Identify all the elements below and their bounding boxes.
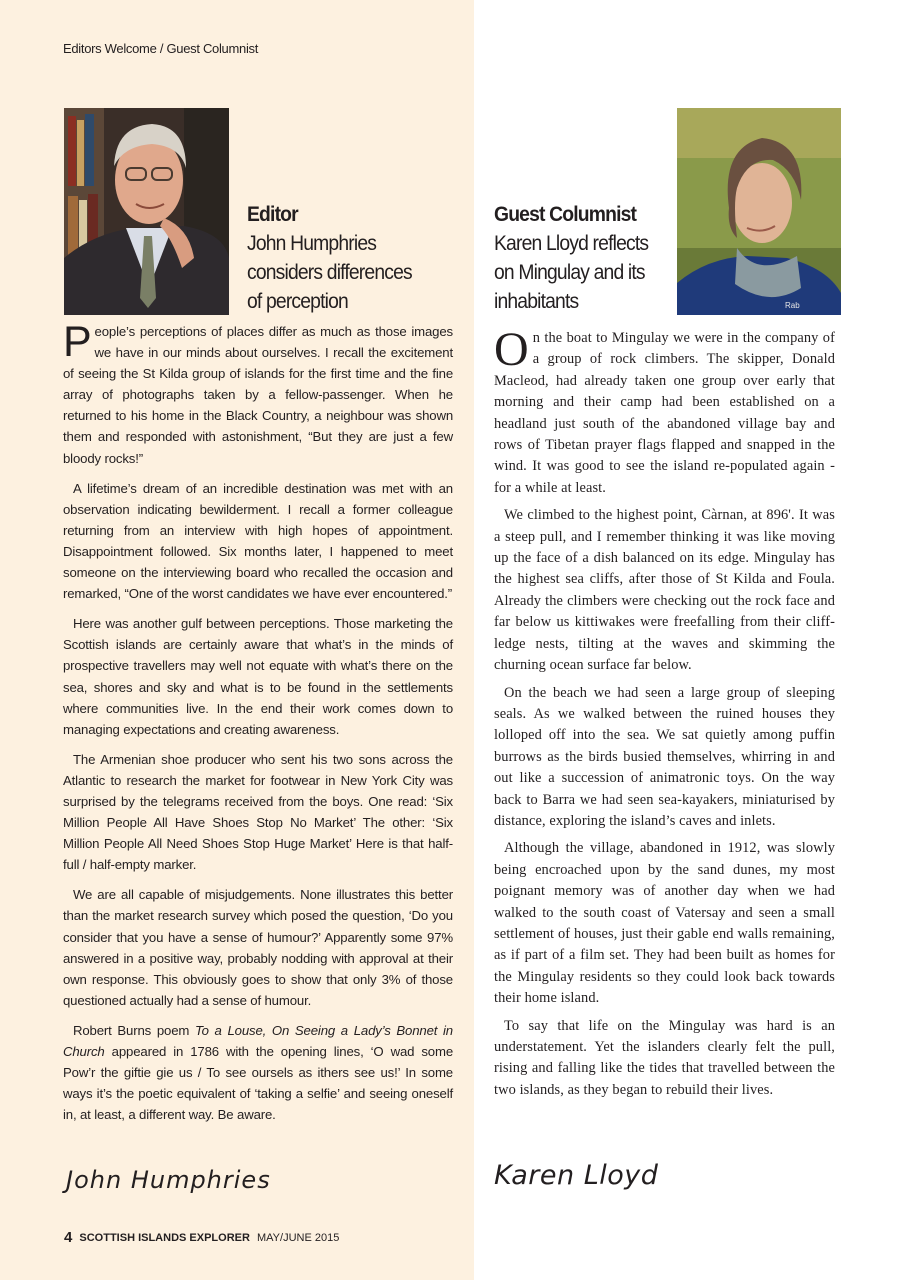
section-label: Editors Welcome / Guest Columnist bbox=[63, 41, 259, 56]
guest-kicker: Guest Columnist bbox=[494, 203, 637, 226]
editor-deck-line: John Humphries bbox=[247, 232, 377, 255]
editor-kicker: Editor bbox=[247, 203, 298, 226]
editor-deck-line: considers differences bbox=[247, 261, 412, 284]
editor-paragraph: The Armenian shoe producer who sent his two sons across the Atlantic to research the market for footwear in New York City was surprised by the telegrams received from the boys. One read: ‘Six Million People All Have Shoes Stop No Market’ The other: ‘Six Million People All Need Shoes Stop Huge Market’ Here is that half-full / half-empty marker. bbox=[63, 751, 453, 873]
guest-article-body bbox=[494, 323, 835, 1107]
editor-signature: John Humphries bbox=[66, 1166, 271, 1194]
jacket-brand-label: Rab bbox=[785, 301, 800, 310]
guest-portrait-photo bbox=[677, 108, 841, 315]
page-footer bbox=[64, 1229, 339, 1246]
editor-deck-line: of perception bbox=[247, 290, 348, 313]
guest-deck-line: inhabitants bbox=[494, 290, 579, 313]
guest-paragraph: Although the village, abandoned in 1912, was slowly being encroached upon by the sand dunes, my most poignant memory was of another day when we had walked to the south coast of Vatersay and seen a small settlement of houses, just their gable end walls remaining, as if part of a film set. They had been built as homes for the Mingulay residents so they could look back towards their home island. bbox=[494, 840, 835, 1007]
guest-deck-line: on Mingulay and its bbox=[494, 261, 645, 284]
guest-paragraph: To say that life on the Mingulay was hard is an understatement. Yet the islanders clearly felt the pull, rising and falling like the tides that travelled between the two islands, as they began to rebuild their lives. bbox=[494, 1017, 835, 1098]
editor-paragraph: People’s perceptions of places differ as much as those images we have in our minds about ourselves. I recall the excitement of seeing the St Kilda group of islands for the first time and the fine array of photographs taken by a fellow-passenger. When he returned to his home in the Black Country, a neighbour was shown them and responded with astonishment, “But they are just a few bloody rocks!” bbox=[63, 318, 453, 466]
guest-paragraph: We climbed to the highest point, Càrnan, at 896'. It was a steep pull, and I remember thinking it was like moving up the face of a dish balanced on its edge. Mingulay has the highest sea cliffs, after those of St Kilda and Foula. Already the climbers were checking out the rock face and far below us kittiwakes were freefalling from their cliff-ledge nests, tilting at the waves and skimming the churning ocean surface far below. bbox=[494, 507, 835, 674]
guest-paragraph: On the beach we had seen a large group of sleeping seals. As we walked between the ruined houses they lolloped off into the sea. We sat quietly among puffin burrows as the birds busied themselves, whirring in and out like a succession of animatronic toys. On the way back to Barra we had seen sea-kayakers, miniaturised by distance, exploring the island’s caves and inlets. bbox=[494, 684, 835, 829]
editor-paragraph: Here was another gulf between perceptions. Those marketing the Scottish islands are certainly aware that what’s in the minds of prospective travellers may well not equate with what’s there on the sea, shores and sky and what is to be found in the settlements where communities live. In the end their work comes down to managing expectations and creating awareness. bbox=[63, 616, 453, 737]
editor-paragraph: Robert Burns poem To a Louse, On Seeing a Lady’s Bonnet in Church appeared in 1786 with the opening lines, ‘O wad some Pow’r the giftie gie us / To see oursels as ithers see us!’ In some ways it’s the poetic equivalent of ‘taking a selfie’ and seeing oneself in, at least, a different way. Be aware. bbox=[63, 1022, 453, 1123]
editor-heading bbox=[247, 200, 412, 316]
guest-signature: Karen Lloyd bbox=[494, 1160, 659, 1191]
poem-title: To a Louse, On Seeing a Lady’s Bonnet in Church bbox=[63, 1022, 453, 1059]
magazine-name: SCOTTISH ISLANDS EXPLORER bbox=[79, 1232, 250, 1244]
guest-heading bbox=[494, 200, 648, 316]
guest-deck-line: Karen Lloyd reflects bbox=[494, 232, 649, 255]
editor-paragraph: A lifetime’s dream of an incredible destination was met with an observation indicating bewilderment. I recall a former colleague returning from an interview with high hopes of appointment. Disappointment followed. Six months later, I happened to meet someone on the interviewing board who recalled the occasion and remarked, “One of the worst candidates we have ever encountered.” bbox=[63, 480, 453, 602]
editor-article-body bbox=[63, 318, 453, 1134]
editor-dropcap: P bbox=[63, 318, 92, 366]
page-number: 4 bbox=[64, 1229, 73, 1246]
editor-portrait-photo bbox=[64, 108, 229, 315]
guest-dropcap: O bbox=[494, 323, 529, 376]
guest-paragraph: On the boat to Mingulay we were in the company of a group of rock climbers. The skipper, Donald Macleod, had already taken one group over early that morning and their camp had been established on a headland just south of the abandoned village bay and rows of Tibetan prayer flags flapped and snapped in the wind. It was good to see the island re-populated again - for a while at least. bbox=[494, 323, 835, 496]
issue-date: MAY/JUNE 2015 bbox=[257, 1232, 340, 1244]
editor-paragraph: We are all capable of misjudgements. None illustrates this better than the market research survey which posed the question, ‘Do you consider that you have a sense of humour?’ Apparently some 97% answered in a positive way, probably nodding with approval at their own response. This obviously goes to show that only 3% of those questioned actually had a sense of humour. bbox=[63, 887, 453, 1008]
